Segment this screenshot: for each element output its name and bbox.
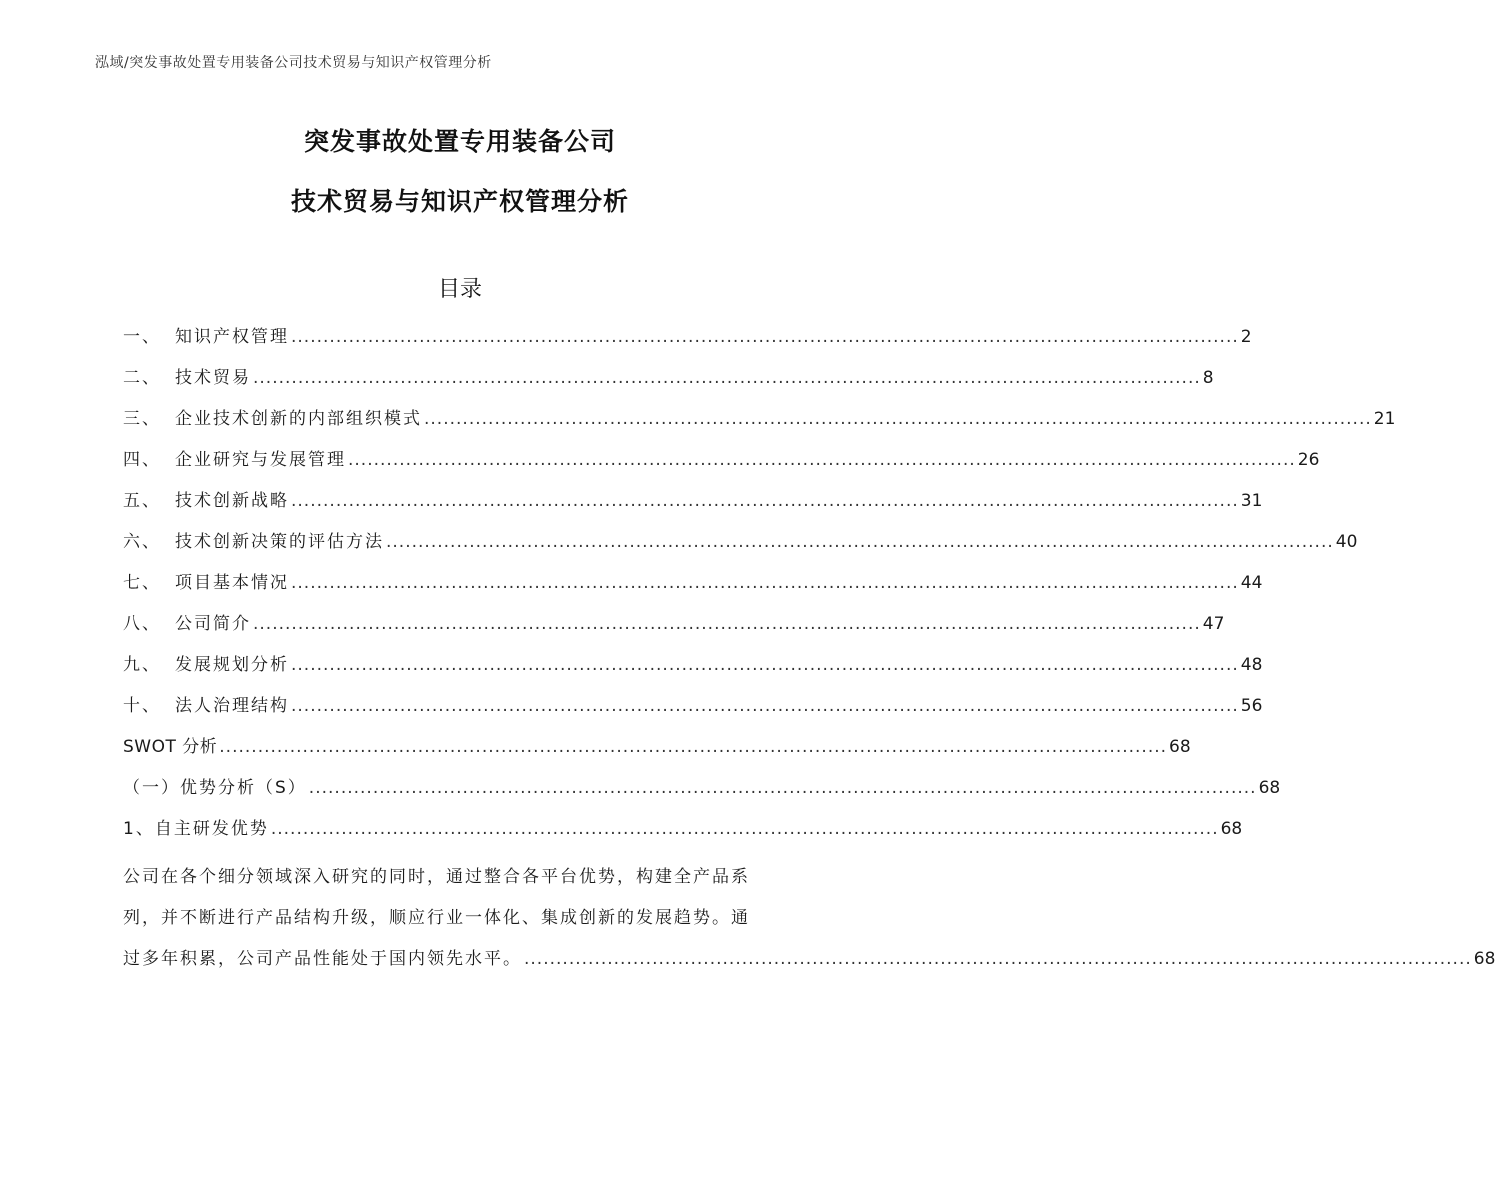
toc-leader-dots: .................................................................................................................................................... bbox=[291, 491, 1239, 511]
toc-entry-multiline[interactable] bbox=[123, 857, 1495, 980]
toc-entry-page: 68 bbox=[1220, 819, 1243, 839]
document-title-line-2: 技术贸易与知识产权管理分析 bbox=[290, 187, 629, 216]
toc-entry[interactable] bbox=[123, 486, 1263, 527]
toc-entry-label: （一）优势分析（S） bbox=[123, 778, 307, 798]
toc-entry-text-line: 列，并不断进行产品结构升级，顺应行业一体化、集成创新的发展趋势。通 bbox=[123, 908, 750, 928]
toc-leader-dots: .................................................................................................................................................... bbox=[348, 450, 1296, 470]
toc-entry-page: 21 bbox=[1373, 409, 1396, 429]
toc-entry-label: 技术贸易 bbox=[175, 368, 251, 388]
toc-entry-label: 1、自主研发优势 bbox=[123, 819, 269, 839]
toc-entry-page: 68 bbox=[1169, 737, 1191, 757]
toc-leader-dots: .................................................................................................................................................... bbox=[308, 778, 1257, 798]
toc-leader-dots: .................................................................................................................................................... bbox=[253, 614, 1201, 634]
toc-entry-last-line bbox=[123, 939, 1495, 980]
toc-entry-number: 五、 bbox=[123, 491, 161, 511]
toc-leader-dots: .................................................................................................................................................... bbox=[524, 949, 1472, 969]
table-of-contents bbox=[123, 322, 1495, 980]
toc-entry-page: 68 bbox=[1258, 778, 1281, 798]
toc-entry[interactable] bbox=[123, 445, 1320, 486]
toc-entry-number: 八、 bbox=[123, 614, 161, 634]
toc-entry-label: 公司简介 bbox=[175, 614, 251, 634]
toc-entry-label: 企业研究与发展管理 bbox=[175, 450, 346, 470]
toc-entry-label: 项目基本情况 bbox=[175, 573, 289, 593]
toc-leader-dots: .................................................................................................................................................... bbox=[291, 327, 1239, 347]
toc-entry-page: 40 bbox=[1335, 532, 1358, 552]
toc-entry-number: 三、 bbox=[123, 409, 161, 429]
toc-entry[interactable] bbox=[123, 773, 1281, 814]
document-title-line-1: 突发事故处置专用装备公司 bbox=[303, 127, 616, 156]
toc-leader-dots: .................................................................................................................................................... bbox=[270, 819, 1219, 839]
toc-entry-label: 技术创新战略 bbox=[175, 491, 289, 511]
toc-entry-page: 26 bbox=[1297, 450, 1320, 470]
toc-entry-page: 68 bbox=[1473, 949, 1495, 969]
toc-leader-dots: .................................................................................................................................................... bbox=[424, 409, 1372, 429]
toc-entry-page: 31 bbox=[1240, 491, 1263, 511]
toc-entry-label: 技术创新决策的评估方法 bbox=[175, 532, 384, 552]
toc-entry-text-line: 过多年积累，公司产品性能处于国内领先水平。 bbox=[123, 949, 522, 969]
toc-leader-dots: .................................................................................................................................................... bbox=[291, 696, 1239, 716]
toc-entry[interactable] bbox=[123, 527, 1358, 568]
toc-entry[interactable] bbox=[123, 404, 1396, 445]
toc-entry-text-line: 公司在各个细分领域深入研究的同时，通过整合各平台优势，构建全产品系 bbox=[123, 867, 750, 887]
running-header: 泓域/突发事故处置专用装备公司技术贸易与知识产权管理分析 bbox=[95, 55, 492, 71]
toc-leader-dots: .................................................................................................................................................... bbox=[219, 737, 1168, 757]
toc-entry-page: 2 bbox=[1240, 327, 1252, 347]
toc-entry[interactable] bbox=[123, 322, 1252, 363]
toc-leader-dots: .................................................................................................................................................... bbox=[291, 655, 1239, 675]
toc-entry-page: 8 bbox=[1202, 368, 1214, 388]
toc-leader-dots: .................................................................................................................................................... bbox=[386, 532, 1334, 552]
toc-entry-page: 47 bbox=[1202, 614, 1225, 634]
toc-entry[interactable] bbox=[123, 732, 1191, 773]
toc-entry-label: 企业技术创新的内部组织模式 bbox=[175, 409, 422, 429]
toc-leader-dots: .................................................................................................................................................... bbox=[291, 573, 1239, 593]
toc-entry-number: 一、 bbox=[123, 327, 161, 347]
toc-leader-dots: .................................................................................................................................................... bbox=[253, 368, 1201, 388]
toc-entry-number: 四、 bbox=[123, 450, 161, 470]
toc-entry[interactable] bbox=[123, 650, 1263, 691]
toc-entry-number: 六、 bbox=[123, 532, 161, 552]
toc-entry-label: 法人治理结构 bbox=[175, 696, 289, 716]
toc-entry-number: 十、 bbox=[123, 696, 161, 716]
toc-entry[interactable] bbox=[123, 814, 1243, 855]
toc-entry[interactable] bbox=[123, 568, 1263, 609]
toc-entry-label: 知识产权管理 bbox=[175, 327, 289, 347]
toc-entry-number: 七、 bbox=[123, 573, 161, 593]
toc-entry-label: 发展规划分析 bbox=[175, 655, 289, 675]
toc-heading: 目录 bbox=[437, 277, 482, 302]
toc-entry-page: 48 bbox=[1240, 655, 1263, 675]
toc-entry-number: 九、 bbox=[123, 655, 161, 675]
toc-entry-page: 44 bbox=[1240, 573, 1263, 593]
toc-entry-label: SWOT 分析 bbox=[123, 737, 218, 757]
toc-entry[interactable] bbox=[123, 363, 1214, 404]
toc-entry[interactable] bbox=[123, 609, 1225, 650]
toc-entry-number: 二、 bbox=[123, 368, 161, 388]
toc-entry-page: 56 bbox=[1240, 696, 1263, 716]
toc-entry[interactable] bbox=[123, 691, 1263, 732]
